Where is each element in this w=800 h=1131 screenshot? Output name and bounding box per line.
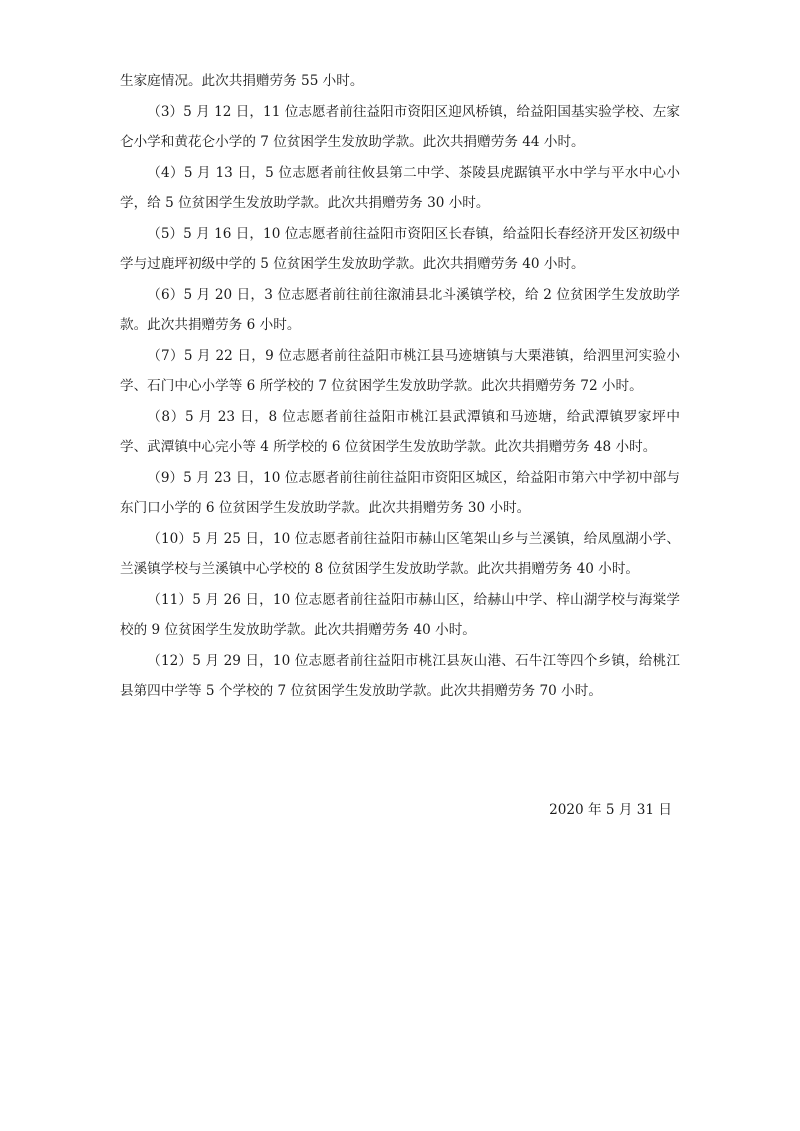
paragraph-item-9: （9）5 月 23 日，10 位志愿者前往前往益阳市资阳区城区，给益阳市第六中学初中部与东门口小学的 6 位贫困学生发放助学款。此次共捐赠劳务 30 小时。	[120, 469, 680, 516]
paragraph-item-7: （7）5 月 22 日，9 位志愿者前往益阳市桃江县马迹塘镇与大栗港镇，给泗里河实验小学、石门中心小学等 6 所学校的 7 位贫困学生发放助学款。此次共捐赠劳务 72 小时。	[120, 347, 680, 394]
document-body	[120, 66, 680, 707]
paragraph-item-5: （5）5 月 16 日，10 位志愿者前往益阳市资阳区长春镇，给益阳长春经济开发区初级中学与过鹿坪初级中学的 5 位贫困学生发放助学款。此次共捐赠劳务 40 小时。	[120, 225, 680, 272]
paragraph-item-11: （11）5 月 26 日，10 位志愿者前往益阳市赫山区，给赫山中学、梓山湖学校与海棠学校的 9 位贫困学生发放助学款。此次共捐赠劳务 40 小时。	[120, 591, 680, 638]
paragraph-item-4: （4）5 月 13 日，5 位志愿者前往攸县第二中学、茶陵县虎踞镇平水中学与平水中心小学，给 5 位贫困学生发放助学款。此次共捐赠劳务 30 小时。	[120, 164, 680, 211]
paragraph-item-12: （12）5 月 29 日，10 位志愿者前往益阳市桃江县灰山港、石牛江等四个乡镇，给桃江县第四中学等 5 个学校的 7 位贫困学生发放助学款。此次共捐赠劳务 70 小时。	[120, 652, 680, 699]
paragraph-item-6: （6）5 月 20 日，3 位志愿者前往前往溆浦县北斗溪镇学校，给 2 位贫困学生发放助学款。此次共捐赠劳务 6 小时。	[120, 286, 680, 333]
paragraph-item-10: （10）5 月 25 日，10 位志愿者前往益阳市赫山区笔架山乡与兰溪镇，给凤凰湖小学、兰溪镇学校与兰溪镇中心学校的 8 位贫困学生发放助学款。此次共捐赠劳务 40 小时。	[120, 530, 680, 577]
document-date: 2020 年 5 月 31 日	[549, 802, 672, 818]
paragraph-item-8: （8）5 月 23 日，8 位志愿者前往益阳市桃江县武潭镇和马迹塘，给武潭镇罗家坪中学、武潭镇中心完小等 4 所学校的 6 位贫困学生发放助学款。此次共捐赠劳务 48 小时。	[120, 408, 680, 455]
paragraph-continuation: 生家庭情况。此次共捐赠劳务 55 小时。	[120, 73, 364, 89]
paragraph-item-3: （3）5 月 12 日，11 位志愿者前往益阳市资阳区迎风桥镇，给益阳国基实验学校、左家仑小学和黄花仑小学的 7 位贫困学生发放助学款。此次共捐赠劳务 44 小时。	[120, 103, 680, 150]
